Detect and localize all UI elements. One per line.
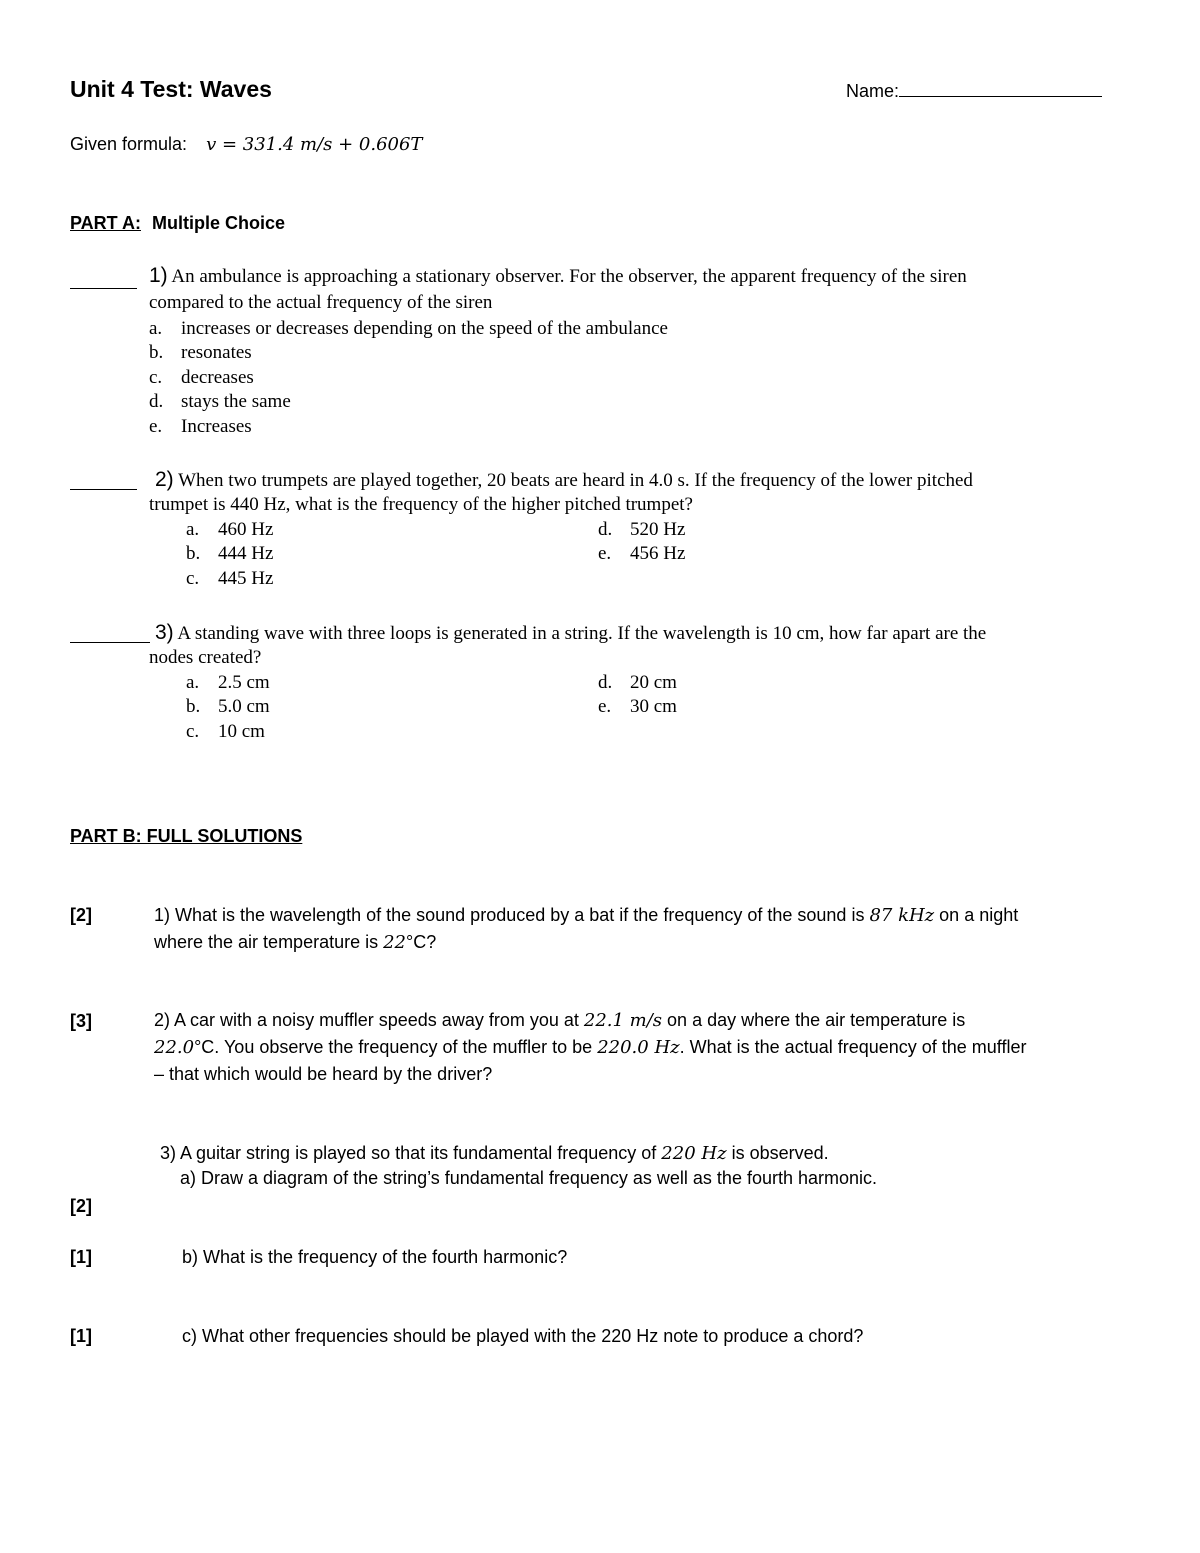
- part-a-heading: [70, 213, 285, 234]
- option-q1-c: c. decreases: [149, 367, 254, 388]
- option-q2-a: a. 460 Hz: [186, 519, 274, 540]
- question-number: 1): [149, 264, 168, 287]
- question-text-cont: nodes created?: [149, 647, 262, 668]
- given-formula: [70, 134, 422, 155]
- question-text: A standing wave with three loops is generated in a string. If the wavelength is 10 cm, how far apart are the: [177, 623, 987, 644]
- option-q2-d: d. 520 Hz: [598, 519, 686, 540]
- option-q1-b: b. resonates: [149, 342, 252, 363]
- formula-label: Given formula:: [70, 134, 188, 154]
- part-b-heading: PART B: FULL SOLUTIONS: [70, 826, 303, 846]
- marks-b1: [2]: [70, 905, 92, 925]
- part-b-question-1: 1) What is the wavelength of the sound produced by a bat if the frequency of the sound is 87 kHz on a night where the air temperature is 22°C?: [154, 905, 1019, 953]
- part-b-question-3a: a) Draw a diagram of the string’s fundamental frequency as well as the fourth harmonic.: [180, 1168, 878, 1188]
- question-number: 2): [155, 468, 174, 491]
- question-text-cont: trumpet is 440 Hz, what is the frequency of the higher pitched trumpet?: [149, 494, 693, 515]
- question-text-cont: compared to the actual frequency of the siren: [149, 292, 493, 313]
- observed-frequency-value: 220.0 Hz: [597, 1037, 680, 1058]
- answer-blank-q1[interactable]: [70, 288, 137, 289]
- option-q2-c: c. 445 Hz: [186, 568, 274, 589]
- mc-question-2: [155, 468, 973, 492]
- option-q2-e: e. 456 Hz: [598, 543, 686, 564]
- option-q3-b: b. 5.0 cm: [186, 696, 270, 717]
- option-q2-b: b. 444 Hz: [186, 543, 274, 564]
- option-q1-d: d. stays the same: [149, 391, 291, 412]
- option-q3-d: d. 20 cm: [598, 672, 677, 693]
- name-label: Name:: [846, 81, 900, 101]
- question-text: An ambulance is approaching a stationary observer. For the observer, the apparent frequency of the siren: [171, 266, 967, 287]
- option-q3-e: e. 30 cm: [598, 696, 677, 717]
- answer-blank-q2[interactable]: [70, 489, 137, 490]
- temperature-value: 22.0: [154, 1037, 195, 1058]
- mc-question-1: [149, 264, 967, 288]
- part-a-label: PART A:: [70, 213, 141, 233]
- name-blank[interactable]: [899, 95, 1102, 97]
- marks-b2: [3]: [70, 1011, 92, 1031]
- part-b-question-2: 2) A car with a noisy muffler speeds away from you at 22.1 m/s on a day where the air temperature is 22.0°C. You observe the frequency of the muffler to be 220.0 Hz. What is the actual frequency of the muffler – that which would be heard by the driver?: [154, 1010, 1027, 1084]
- frequency-value: 87 kHz: [869, 905, 935, 926]
- part-a-subheading: Multiple Choice: [152, 213, 286, 233]
- marks-b3c: [1]: [70, 1326, 92, 1346]
- answer-blank-q3[interactable]: [70, 642, 150, 643]
- part-b-question-3-intro: 3) A guitar string is played so that its fundamental frequency of 220 Hz is observed.: [160, 1143, 829, 1164]
- question-text: When two trumpets are played together, 20 beats are heard in 4.0 s. If the frequency of the lower pitched: [178, 470, 973, 491]
- mc-question-3: [155, 621, 986, 645]
- option-q3-a: a. 2.5 cm: [186, 672, 270, 693]
- page-title: Unit 4 Test: Waves: [70, 76, 272, 102]
- name-field[interactable]: [846, 81, 1102, 102]
- fundamental-frequency-value: 220 Hz: [661, 1143, 727, 1164]
- temperature-value: 22: [383, 932, 407, 953]
- marks-b3b: [1]: [70, 1247, 92, 1267]
- option-q1-e: e. Increases: [149, 416, 252, 437]
- formula-expression: v = 331.4 m/s + 0.606T: [206, 134, 423, 155]
- part-b-question-3c: c) What other frequencies should be played with the 220 Hz note to produce a chord?: [182, 1326, 864, 1346]
- option-q3-c: c. 10 cm: [186, 721, 265, 742]
- marks-b3a: [2]: [70, 1196, 92, 1216]
- question-number: 3): [155, 621, 174, 644]
- speed-value: 22.1 m/s: [583, 1010, 663, 1031]
- part-b-question-3b: b) What is the frequency of the fourth harmonic?: [182, 1247, 568, 1267]
- option-q1-a: a. increases or decreases depending on the speed of the ambulance: [149, 318, 668, 339]
